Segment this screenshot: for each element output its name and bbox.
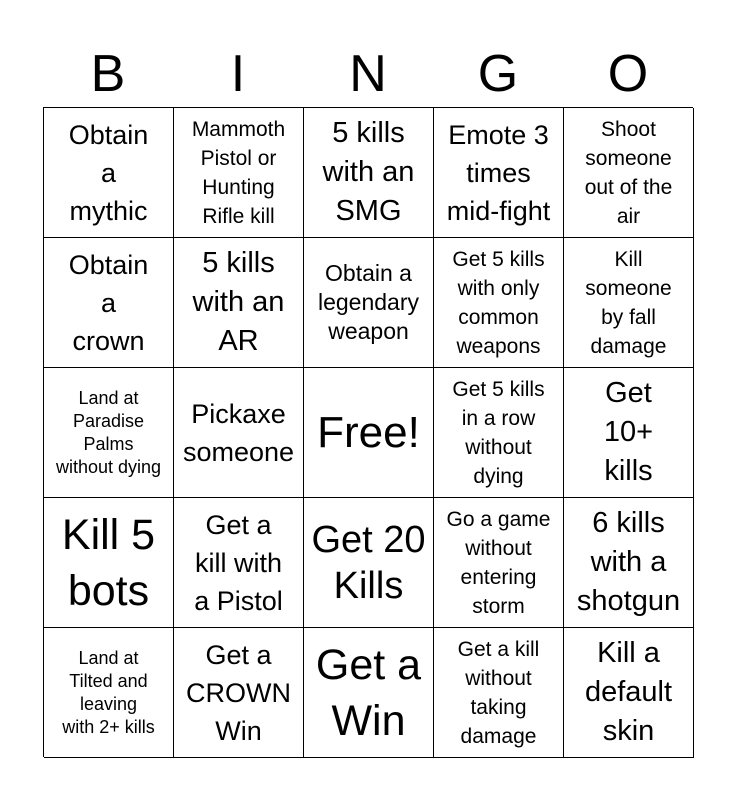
- bingo-cell[interactable]: Obtain a legendary weapon: [304, 238, 434, 368]
- bingo-cell[interactable]: Go a game without entering storm: [434, 498, 564, 628]
- bingo-cell[interactable]: Get 5 kills with only common weapons: [434, 238, 564, 368]
- bingo-cell[interactable]: Get 5 kills in a row without dying: [434, 368, 564, 498]
- bingo-cell[interactable]: Get 20 Kills: [304, 498, 434, 628]
- bingo-cell[interactable]: 5 kills with an AR: [174, 238, 304, 368]
- header-letter-o: O: [607, 45, 649, 103]
- bingo-cell[interactable]: Get a kill without taking damage: [434, 628, 564, 758]
- bingo-cell-free[interactable]: Free!: [304, 368, 434, 498]
- bingo-header: [43, 40, 693, 108]
- bingo-cell[interactable]: Land at Paradise Palms without dying: [44, 368, 174, 498]
- bingo-cell[interactable]: Kill a default skin: [564, 628, 694, 758]
- bingo-cell[interactable]: Get a Win: [304, 628, 434, 758]
- bingo-cell[interactable]: 5 kills with an SMG: [304, 108, 434, 238]
- bingo-cell[interactable]: Obtain a mythic: [44, 108, 174, 238]
- bingo-cell[interactable]: Kill 5 bots: [44, 498, 174, 628]
- header-letter-b: B: [90, 45, 126, 103]
- bingo-cell[interactable]: 6 kills with a shotgun: [564, 498, 694, 628]
- bingo-cell[interactable]: Get a kill with a Pistol: [174, 498, 304, 628]
- bingo-cell[interactable]: Emote 3 times mid-fight: [434, 108, 564, 238]
- bingo-cell[interactable]: Obtain a crown: [44, 238, 174, 368]
- bingo-cell[interactable]: Mammoth Pistol or Hunting Rifle kill: [174, 108, 304, 238]
- header-letter-i: I: [230, 45, 246, 103]
- bingo-cell[interactable]: Pickaxe someone: [174, 368, 304, 498]
- bingo-cell[interactable]: Get 10+ kills: [564, 368, 694, 498]
- bingo-cell[interactable]: Get a CROWN Win: [174, 628, 304, 758]
- header-letter-n: N: [349, 45, 387, 103]
- bingo-cell[interactable]: Shoot someone out of the air: [564, 108, 694, 238]
- bingo-board: [43, 107, 693, 757]
- header-letter-g: G: [477, 45, 519, 103]
- bingo-cell[interactable]: Land at Tilted and leaving with 2+ kills: [44, 628, 174, 758]
- bingo-cell[interactable]: Kill someone by fall damage: [564, 238, 694, 368]
